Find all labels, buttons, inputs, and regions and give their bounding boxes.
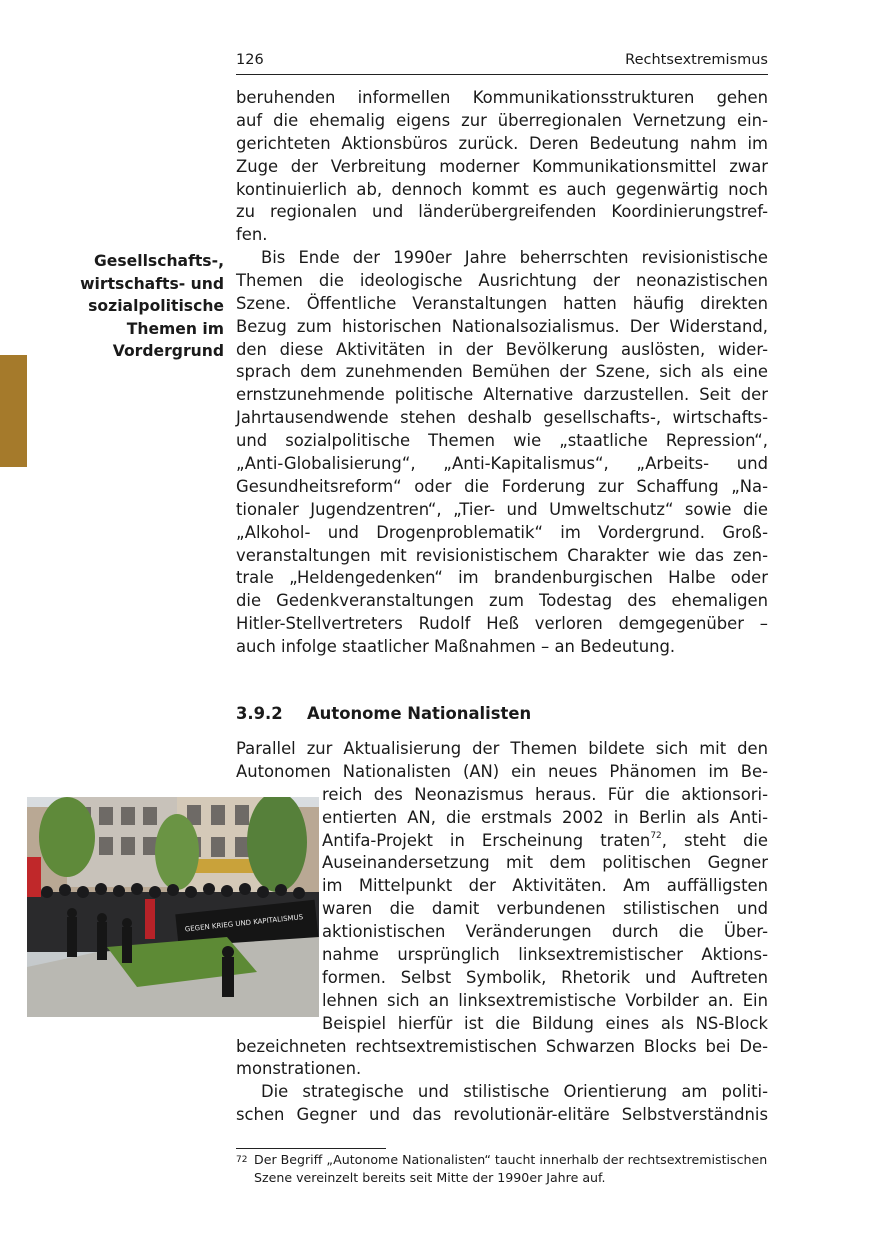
text-line: zu regionalen und länderübergreifenden Koordinierungstref- (236, 202, 768, 222)
text-line: aktionistischen Veränderungen durch die Über- (322, 922, 768, 942)
text-line: trale „Heldengedenken“ im brandenburgischen Halbe oder (236, 568, 768, 588)
text-line: Bezug zum historischen Nationalsozialismus. Der Widerstand, (236, 316, 768, 336)
text-line: gerichteten Aktionsbüros zurück. Deren Bedeutung nahm im (236, 133, 768, 153)
text-segment: , steht die (661, 830, 768, 850)
text-line: den diese Aktivitäten in der Bevölkerung auslösten, wider- (236, 339, 768, 359)
text-line: Parallel zur Aktualisierung der Themen bildete sich mit den (236, 739, 768, 758)
text-line: Auseinandersetzung mit dem politischen Gegner (322, 853, 768, 873)
margin-note-line: Gesellschafts-, (94, 252, 224, 270)
footnote-line: Szene vereinzelt bereits seit Mitte der 1990er Jahre auf. (254, 1170, 606, 1185)
text-line: lehnen sich an linksextremistische Vorbilder an. Ein (322, 990, 768, 1010)
section-number: 3.9.2 (236, 704, 283, 723)
margin-note-line: Vordergrund (112, 342, 224, 361)
text-line: Zuge der Verbreitung moderner Kommunikationsmittel zwar (236, 156, 768, 176)
text-line: fen. (236, 225, 268, 245)
text-line: schen Gegner und das revolutionär-elitäre Selbstverständnis (236, 1105, 768, 1125)
text-line: formen. Selbst Symbolik, Rhetorik und Auftreten (322, 967, 768, 987)
text-line: auch infolge staatlicher Maßnahmen – an Bedeutung. (236, 637, 676, 657)
margin-note-line: Themen im (126, 319, 224, 338)
text-line: Beispiel hierfür ist die Bildung eines als NS-Block (322, 1013, 768, 1033)
paragraph-themes (236, 247, 768, 659)
text-line: bezeichneten rechtsextremistischen Schwarzen Blocks bei De- (236, 1036, 768, 1056)
page-number: 126 (236, 52, 264, 68)
text-line: reich des Neonazismus heraus. Für die aktionsori- (322, 784, 768, 804)
section-heading (236, 704, 531, 723)
demonstration-photo (27, 797, 319, 1017)
text-line: veranstaltungen mit revisionistischem Charakter wie das zen- (236, 545, 768, 565)
text-line: Szene. Öffentliche Veranstaltungen hatten häufig direkten (236, 293, 768, 313)
text-line (322, 830, 768, 853)
text-line: entierten AN, die erstmals 2002 in Berlin als Anti- (322, 807, 768, 827)
text-line: monstrationen. (236, 1059, 362, 1079)
text-line: Hitler-Stellvertreters Rudolf Heß verloren demgegenüber – (236, 614, 768, 634)
text-line: sprach dem zunehmenden Bemühen der Szene, sich als eine (236, 362, 768, 382)
text-line: auf die ehemalig eigens zur überregionalen Vernetzung ein- (236, 110, 768, 130)
text-line: beruhenden informellen Kommunikationsstrukturen gehen (236, 88, 768, 107)
text-line: die Gedenkveranstaltungen zum Todestag des ehemaligen (236, 591, 768, 611)
footnote-number: 72 (236, 1155, 248, 1165)
margin-note (40, 250, 224, 363)
text-line: „Anti-Globalisierung“, „Anti-Kapitalismus“, „Arbeits- und (236, 454, 768, 474)
text-line: Gesundheitsreform“ oder die Forderung zur Schaffung „Na- (236, 476, 768, 496)
text-line: Bis Ende der 1990er Jahre beherrschten revisionistische (261, 248, 768, 267)
footnote-line: Der Begriff „Autonome Nationalisten“ taucht innerhalb der rechtsextremistischen (254, 1152, 768, 1167)
text-line: Die strategische und stilistische Orientierung am politi- (261, 1082, 768, 1102)
margin-note-line: sozialpolitische (88, 297, 224, 316)
text-line: Themen die ideologische Ausrichtung der neonazistischen (236, 270, 768, 290)
text-line: im Mittelpunkt der Aktivitäten. Am auffälligsten (322, 876, 768, 896)
text-line: waren die damit verbundenen stilistischen und (322, 899, 768, 919)
text-line: nahme ursprünglich linksextremistischer Aktions- (322, 945, 768, 965)
footnote-reference[interactable]: 72 (650, 830, 662, 841)
paragraph-continued (236, 87, 768, 247)
text-line: ernstzunehmende politische Alternative darzustellen. Seit der (236, 385, 768, 405)
running-header (236, 50, 768, 75)
chapter-tab-marker (0, 355, 27, 467)
text-line: Jahrtausendwende stehen deshalb gesellschafts-, wirtschafts- (236, 408, 768, 428)
text-segment: Antifa-Projekt in Erscheinung traten (322, 830, 651, 850)
banner-text: GEGEN KRIEG UND KAPITALISMUS (184, 913, 304, 934)
text-line: kontinuierlich ab, dennoch kommt es auch gegenwärtig noch (236, 179, 768, 199)
text-line: Autonomen Nationalisten (AN) ein neues Phänomen im Be- (236, 761, 768, 781)
margin-note-line: wirtschafts- und (80, 274, 224, 293)
text-line: „Alkohol- und Drogenproblematik“ im Vordergrund. Groß- (236, 522, 768, 542)
running-title: Rechtsextremismus (625, 52, 768, 68)
photo-illustration (27, 797, 319, 1017)
footnote-rule (236, 1148, 386, 1149)
section-title: Autonome Nationalisten (307, 704, 532, 723)
footnote (236, 1151, 768, 1187)
text-line: tionaler Jugendzentren“, „Tier- und Umweltschutz“ sowie die (236, 499, 768, 519)
text-line: und sozialpolitische Themen wie „staatliche Repression“, (236, 431, 768, 451)
